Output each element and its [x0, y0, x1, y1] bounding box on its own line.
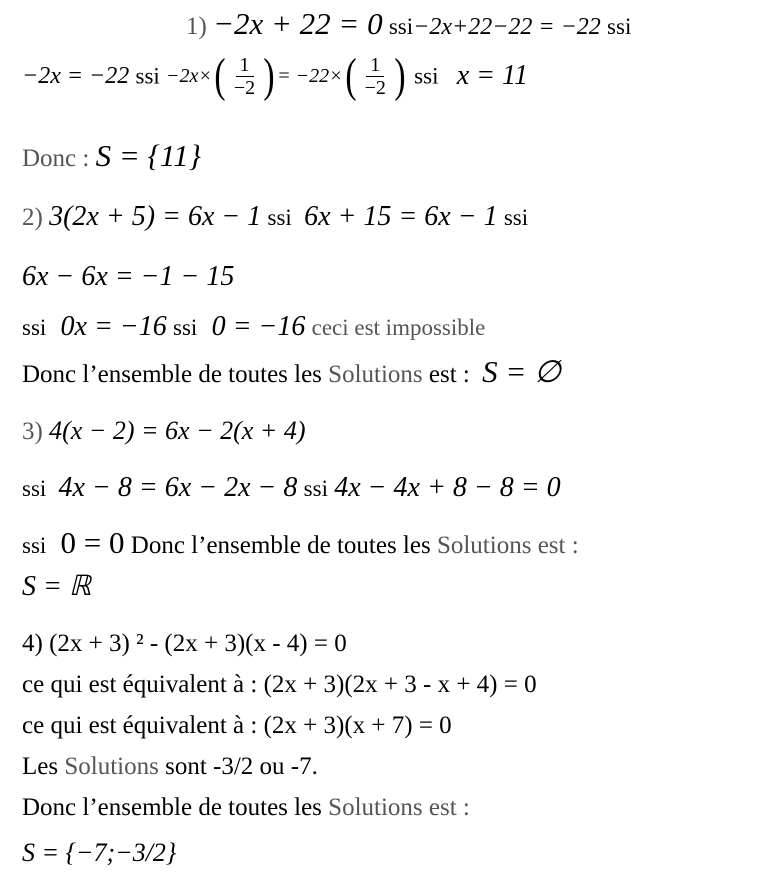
- ex2-eq3: 6x − 6x = −1 − 15: [22, 261, 235, 292]
- ex4-line4: [22, 754, 318, 779]
- ex3-sep2: ssi: [303, 476, 328, 501]
- ex4-line2: [22, 672, 537, 697]
- ex1-l2-eq3: x = 11: [456, 60, 528, 91]
- ex2-solution-set: S = ∅: [482, 354, 562, 389]
- ex2-line1: [22, 203, 528, 231]
- ex4-l4-a: Les: [22, 753, 59, 780]
- ex1-eq2: −2x+22−22 = −22: [413, 14, 601, 40]
- ex2-impossible: ceci est impossible: [311, 315, 486, 340]
- ex1-solution-set: S = {11}: [95, 138, 202, 173]
- paren-open: (: [214, 49, 226, 102]
- ex1-eq1: −2x + 22 = 0: [213, 6, 383, 41]
- ex2-number: 2): [22, 204, 43, 231]
- ex3-eq4: 0 = 0: [60, 525, 125, 560]
- ex4-line5: [22, 795, 470, 820]
- frac-den: −2: [233, 76, 256, 99]
- ex3-line1: [22, 418, 306, 444]
- ex2-concl-solutions: Solutions: [328, 361, 423, 388]
- ex4-l5-b: est :: [428, 794, 470, 821]
- ex3-eq3: 4x − 4x + 8 − 8 = 0: [334, 472, 561, 503]
- ex2-conclusion: [22, 356, 561, 387]
- ex3-concl-b: est :: [537, 532, 579, 559]
- ex2-eq5: 0 = −16: [211, 311, 306, 342]
- ex3-line2: [22, 474, 561, 502]
- ex1-l2-left: −2x×: [166, 65, 212, 87]
- ex1-line1: [186, 8, 631, 39]
- paren-close: ): [394, 49, 406, 102]
- ex1-sep2: ssi: [607, 14, 632, 39]
- ex3-eq1: 4(x − 2) = 6x − 2(x + 4): [49, 416, 306, 445]
- ex2-line3: [22, 313, 485, 341]
- ex4-l5-a: Donc l’ensemble de toutes les: [22, 794, 322, 821]
- ex1-l2-eq1: −2x = −22: [22, 63, 130, 89]
- ex1-line2: [22, 49, 528, 102]
- ex3-number: 3): [22, 418, 43, 445]
- ex1-number: 1): [186, 13, 207, 40]
- ex2-sep4: ssi: [173, 315, 198, 340]
- ex4-l1: 4) (2x + 3) ² - (2x + 3)(x - 4) = 0: [22, 630, 347, 657]
- ex3-sep3: ssi: [22, 533, 47, 558]
- frac-num: 1: [236, 54, 254, 77]
- ex3-eq2: 4x − 8 = 6x − 2x − 8: [58, 472, 298, 503]
- ex3-concl-a: Donc l’ensemble de toutes les: [130, 532, 431, 559]
- ex4-line3: [22, 713, 452, 738]
- ex2-concl-b: est :: [428, 361, 470, 388]
- frac-den: −2: [364, 76, 386, 99]
- ex2-sep3: ssi: [22, 315, 47, 340]
- ex1-fraction-1: [230, 54, 259, 99]
- ex1-l2-mid: = −22×: [277, 65, 343, 87]
- ex1-conclusion: [22, 140, 201, 171]
- ex3-concl-solutions: Solutions: [436, 532, 532, 559]
- ex4-l4-solutions: Solutions: [64, 753, 159, 780]
- ex1-fraction-2: [361, 54, 390, 99]
- ex4-line1: [22, 631, 347, 656]
- ex2-eq4: 0x = −16: [60, 311, 167, 342]
- frac-num: 1: [366, 54, 384, 77]
- paren-open: (: [345, 49, 357, 102]
- ex2-concl-a: Donc l’ensemble de toutes les: [22, 361, 322, 388]
- ex3-line3: [22, 527, 579, 558]
- ex2-eq1: 3(2x + 5) = 6x − 1: [49, 201, 262, 232]
- ex1-l2-sep2: ssi: [414, 63, 439, 89]
- ex4-l3: ce qui est équivalent à : (2x + 3)(x + 7) = 0: [22, 712, 452, 739]
- ex4-conclusion: [22, 840, 176, 866]
- ex3-conclusion: [22, 573, 91, 601]
- ex2-sep1: ssi: [267, 205, 292, 230]
- ex1-sep1: ssi: [388, 14, 414, 39]
- ex2-line2: [22, 263, 234, 291]
- ex4-l5-solutions: Solutions: [328, 794, 423, 821]
- ex2-sep2: ssi: [503, 205, 529, 230]
- ex1-l2-sep1: ssi: [135, 63, 160, 89]
- ex4-solution-set: S = {−7;−3/2}: [22, 838, 177, 867]
- paren-close: ): [263, 49, 275, 102]
- ex3-sep1: ssi: [22, 476, 47, 501]
- ex4-l4-b: sont -3/2 ou -7.: [165, 753, 318, 780]
- ex4-l2: ce qui est équivalent à : (2x + 3)(2x + 3 - x + 4) = 0: [22, 671, 537, 698]
- ex1-concl-label: Donc :: [22, 145, 90, 172]
- ex2-eq2: 6x + 15 = 6x − 1: [304, 201, 498, 232]
- ex3-solution-set: S = ℝ: [22, 571, 92, 602]
